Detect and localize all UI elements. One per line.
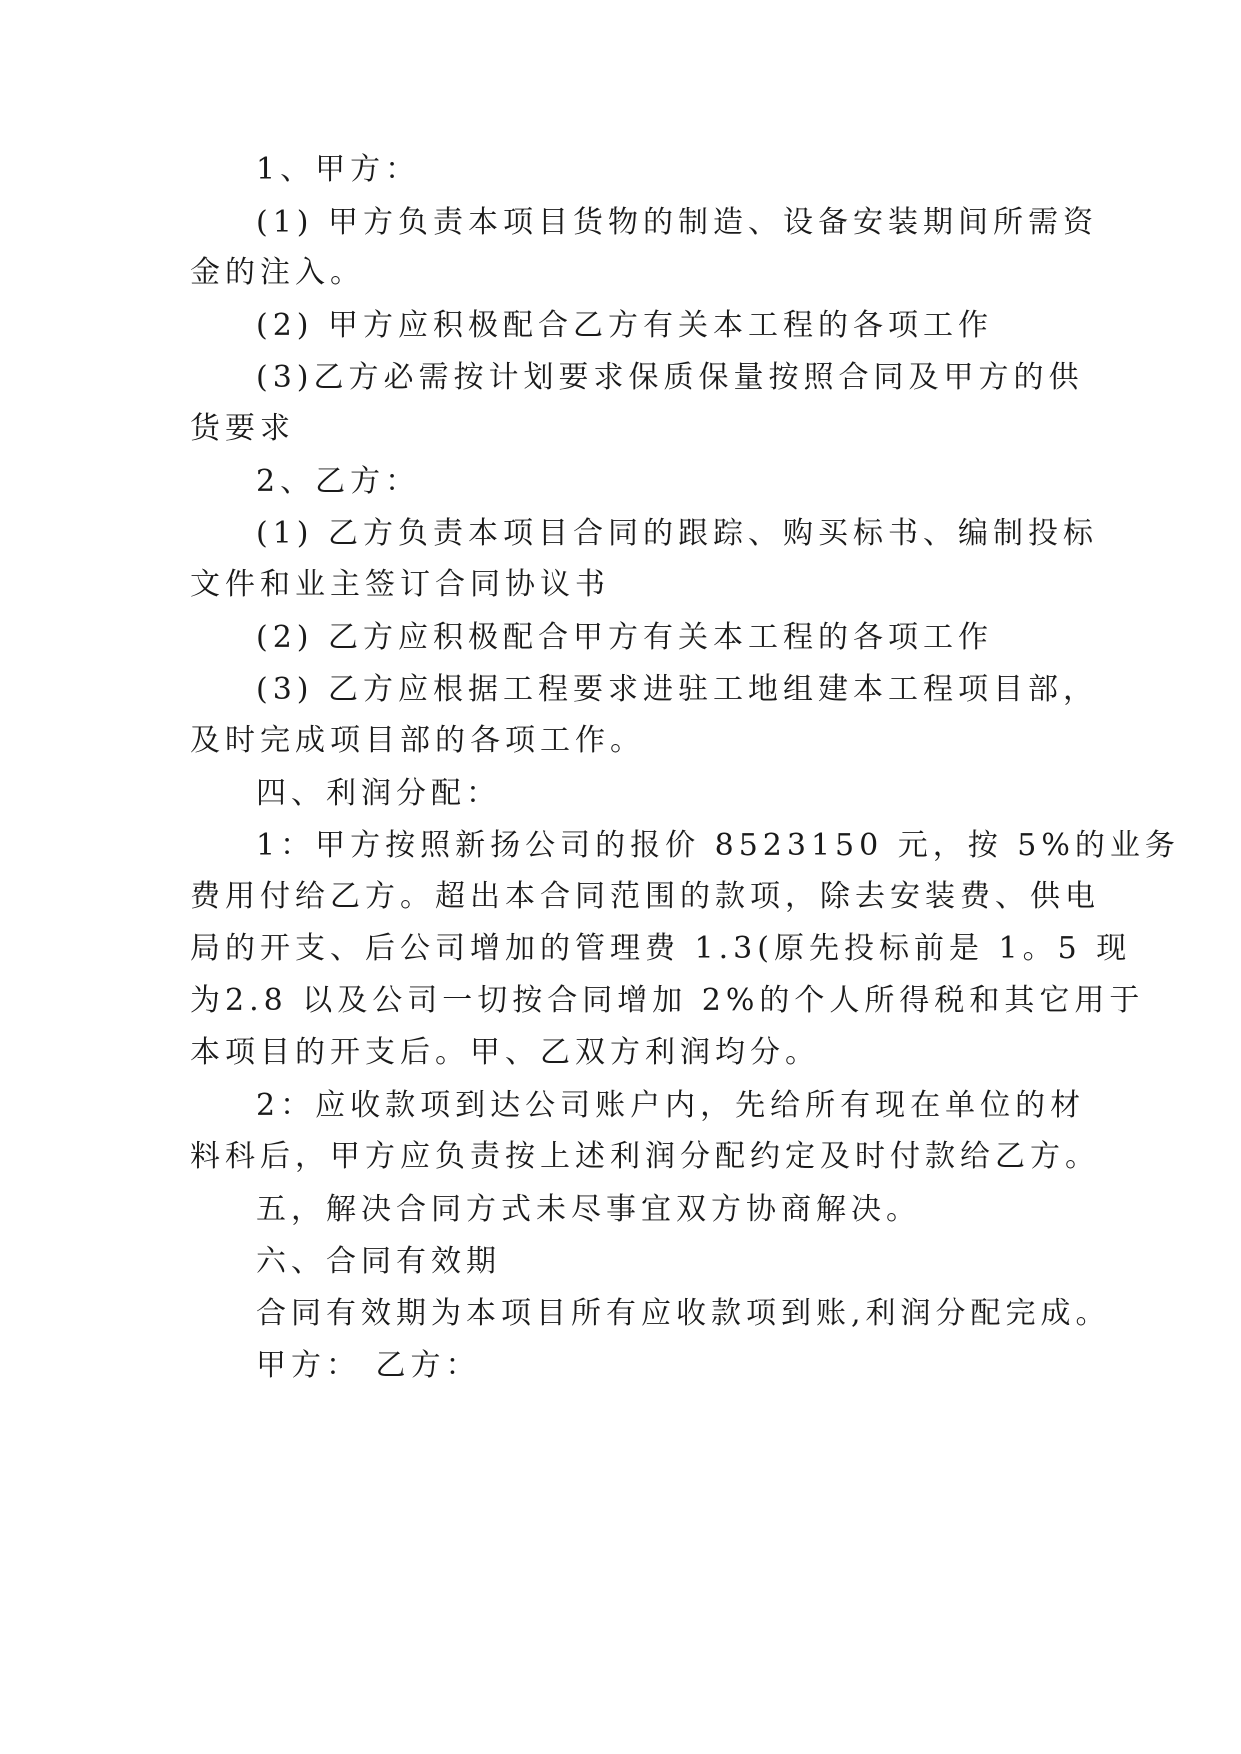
party-a-clause-3-cont: 货要求 (190, 411, 295, 446)
party-b-clause-1: (1) 乙方负责本项目合同的跟踪、购买标书、编制投标 (256, 516, 1099, 551)
profit-heading: 四、利润分配： (256, 776, 501, 811)
profit-clause-1-cont-4: 本项目的开支后。甲、乙双方利润均分。 (190, 1035, 820, 1070)
party-a-clause-1: (1) 甲方负责本项目货物的制造、设备安装期间所需资 (256, 205, 1099, 240)
party-a-clause-1-cont: 金的注入。 (190, 255, 365, 290)
profit-clause-1: 1：甲方按照新扬公司的报价 8523150 元，按 5%的业务 (256, 828, 1180, 863)
profit-clause-2: 2：应收款项到达公司账户内，先给所有现在单位的材 (256, 1088, 1086, 1123)
party-b-clause-3-cont: 及时完成项目部的各项工作。 (190, 723, 645, 758)
party-b-clause-3: (3) 乙方应根据工程要求进驻工地组建本工程项目部， (256, 672, 1099, 707)
party-a-heading: 1、甲方： (256, 152, 421, 187)
profit-clause-1-cont-1: 费用付给乙方。超出本合同范围的款项，除去安装费、供电 (190, 879, 1100, 914)
signature-line: 甲方： 乙方： (256, 1348, 481, 1383)
profit-clause-2-cont: 料科后，甲方应负责按上述利润分配约定及时付款给乙方。 (190, 1139, 1100, 1174)
party-a-clause-2: (2) 甲方应积极配合乙方有关本工程的各项工作 (256, 308, 994, 343)
profit-clause-1-cont-2: 局的开支、后公司增加的管理费 1.3(原先投标前是 1。5 现 (190, 931, 1132, 966)
party-b-clause-1-cont: 文件和业主签订合同协议书 (190, 567, 610, 602)
dispute-heading: 五，解决合同方式未尽事宜双方协商解决。 (256, 1192, 921, 1227)
party-b-clause-2: (2) 乙方应积极配合甲方有关本工程的各项工作 (256, 620, 994, 655)
party-b-heading: 2、乙方： (256, 464, 421, 499)
profit-clause-1-cont-3: 为2.8 以及公司一切按合同增加 2%的个人所得税和其它用于 (190, 983, 1145, 1018)
validity-heading: 六、合同有效期 (256, 1244, 501, 1279)
validity-text: 合同有效期为本项目所有应收款项到账,利润分配完成。 (256, 1296, 1111, 1331)
party-a-clause-3: (3)乙方必需按计划要求保质保量按照合同及甲方的供 (256, 360, 1084, 395)
